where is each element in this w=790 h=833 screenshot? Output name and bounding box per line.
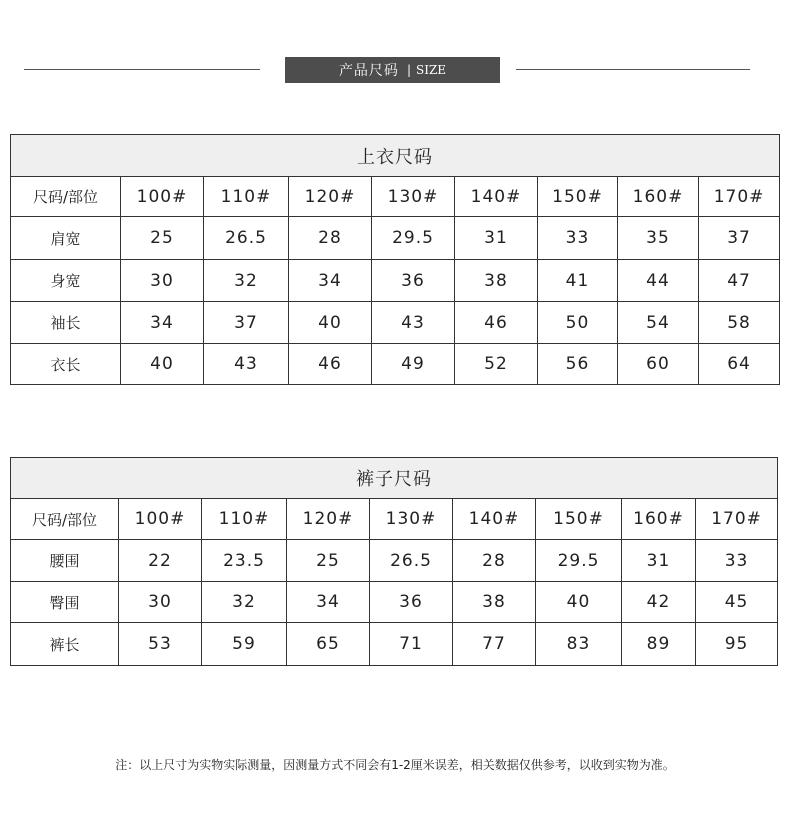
size-value: 37 bbox=[204, 302, 289, 344]
title-cn: 产品尺码 bbox=[338, 63, 399, 79]
pants-size-table bbox=[10, 457, 778, 666]
page-title bbox=[285, 57, 500, 83]
size-value: 29.5 bbox=[372, 217, 455, 260]
pants-table-title: 裤子尺码 bbox=[11, 458, 778, 499]
size-value: 40 bbox=[536, 582, 622, 623]
size-value: 59 bbox=[202, 623, 287, 666]
tops-header-cell: 140# bbox=[455, 177, 538, 217]
row-label: 身宽 bbox=[11, 260, 121, 302]
pants-header-cell: 100# bbox=[119, 499, 202, 540]
pants-header-cell: 120# bbox=[287, 499, 370, 540]
size-value: 58 bbox=[699, 302, 780, 344]
size-value: 26.5 bbox=[204, 217, 289, 260]
header-line-right bbox=[516, 69, 750, 70]
row-label: 衣长 bbox=[11, 344, 121, 385]
size-value: 26.5 bbox=[370, 540, 453, 582]
title-separator: | bbox=[406, 63, 412, 77]
size-value: 28 bbox=[289, 217, 372, 260]
size-value: 28 bbox=[453, 540, 536, 582]
row-label: 裤长 bbox=[11, 623, 119, 666]
size-value: 30 bbox=[121, 260, 204, 302]
size-value: 25 bbox=[121, 217, 204, 260]
row-label: 肩宽 bbox=[11, 217, 121, 260]
size-value: 64 bbox=[699, 344, 780, 385]
size-value: 31 bbox=[455, 217, 538, 260]
size-value: 22 bbox=[119, 540, 202, 582]
table-row bbox=[11, 260, 780, 302]
row-label: 袖长 bbox=[11, 302, 121, 344]
table-row bbox=[11, 623, 778, 666]
size-value: 45 bbox=[696, 582, 778, 623]
size-value: 47 bbox=[699, 260, 780, 302]
size-value: 30 bbox=[119, 582, 202, 623]
size-value: 60 bbox=[618, 344, 699, 385]
measurement-note: 注：以上尺寸为实物实际测量，因测量方式不同会有1-2厘米误差，相关数据仅供参考，以收到实物为准。 bbox=[115, 758, 675, 772]
size-value: 49 bbox=[372, 344, 455, 385]
size-value: 32 bbox=[204, 260, 289, 302]
size-value: 50 bbox=[538, 302, 618, 344]
size-value: 65 bbox=[287, 623, 370, 666]
header-line-left bbox=[24, 69, 260, 70]
size-value: 52 bbox=[455, 344, 538, 385]
size-value: 36 bbox=[372, 260, 455, 302]
pants-header-cell: 130# bbox=[370, 499, 453, 540]
tops-header-cell: 150# bbox=[538, 177, 618, 217]
size-value: 46 bbox=[455, 302, 538, 344]
size-value: 43 bbox=[204, 344, 289, 385]
size-value: 32 bbox=[202, 582, 287, 623]
size-value: 34 bbox=[287, 582, 370, 623]
row-label: 腰围 bbox=[11, 540, 119, 582]
size-value: 44 bbox=[618, 260, 699, 302]
size-value: 46 bbox=[289, 344, 372, 385]
tops-header-cell: 120# bbox=[289, 177, 372, 217]
size-value: 31 bbox=[622, 540, 696, 582]
size-value: 89 bbox=[622, 623, 696, 666]
size-value: 53 bbox=[119, 623, 202, 666]
size-value: 33 bbox=[538, 217, 618, 260]
table-row bbox=[11, 344, 780, 385]
pants-header-cell: 140# bbox=[453, 499, 536, 540]
size-value: 35 bbox=[618, 217, 699, 260]
tops-header-cell: 尺码/部位 bbox=[11, 177, 121, 217]
tops-size-table bbox=[10, 134, 780, 385]
size-value: 43 bbox=[372, 302, 455, 344]
tops-table-title: 上衣尺码 bbox=[11, 135, 780, 177]
size-value: 38 bbox=[453, 582, 536, 623]
table-row bbox=[11, 582, 778, 623]
size-value: 56 bbox=[538, 344, 618, 385]
size-value: 41 bbox=[538, 260, 618, 302]
size-value: 29.5 bbox=[536, 540, 622, 582]
size-value: 36 bbox=[370, 582, 453, 623]
row-label: 臀围 bbox=[11, 582, 119, 623]
tops-header-cell: 130# bbox=[372, 177, 455, 217]
size-value: 77 bbox=[453, 623, 536, 666]
pants-header-cell: 170# bbox=[696, 499, 778, 540]
size-value: 42 bbox=[622, 582, 696, 623]
tops-header-cell: 100# bbox=[121, 177, 204, 217]
size-value: 54 bbox=[618, 302, 699, 344]
table-row bbox=[11, 302, 780, 344]
size-value: 95 bbox=[696, 623, 778, 666]
pants-header-cell: 160# bbox=[622, 499, 696, 540]
size-value: 37 bbox=[699, 217, 780, 260]
size-value: 40 bbox=[121, 344, 204, 385]
size-value: 83 bbox=[536, 623, 622, 666]
tops-header-cell: 110# bbox=[204, 177, 289, 217]
pants-header-cell: 尺码/部位 bbox=[11, 499, 119, 540]
size-value: 34 bbox=[121, 302, 204, 344]
size-value: 71 bbox=[370, 623, 453, 666]
pants-header-cell: 110# bbox=[202, 499, 287, 540]
title-en: SIZE bbox=[415, 63, 447, 77]
table-row bbox=[11, 540, 778, 582]
size-value: 40 bbox=[289, 302, 372, 344]
tops-header-cell: 160# bbox=[618, 177, 699, 217]
size-value: 33 bbox=[696, 540, 778, 582]
size-value: 25 bbox=[287, 540, 370, 582]
size-value: 38 bbox=[455, 260, 538, 302]
pants-header-cell: 150# bbox=[536, 499, 622, 540]
size-value: 34 bbox=[289, 260, 372, 302]
size-value: 23.5 bbox=[202, 540, 287, 582]
table-row bbox=[11, 217, 780, 260]
tops-header-cell: 170# bbox=[699, 177, 780, 217]
